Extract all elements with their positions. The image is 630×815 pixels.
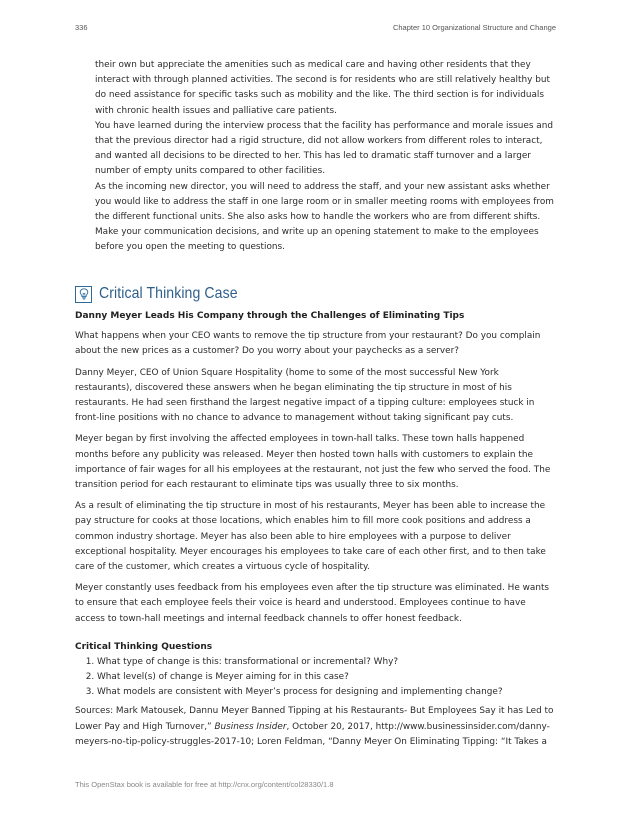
lightbulb-icon	[75, 286, 92, 303]
case-paragraph: Meyer constantly uses feedback from his employees even after the tip structure was eliminated. He wants to ensure that each employee feels their voice is heard and understood. Employees continue to have access to town-hall meetings and internal feedback channels to offer honest feedback.	[75, 583, 550, 624]
section-heading	[75, 285, 257, 303]
intro-paragraph: As the incoming new director, you will need to address the staff, and your new assistant asks whether you would like to address the staff in one large room or in smaller meeting rooms with employees from the different functional units. She also asks how to handle the workers who are from different shifts. Make your communication decisions, and write up an opening statement to make to the employees before you open the meeting to questions.	[95, 181, 554, 253]
intro-paragraph: You have learned during the interview process that the facility has performance and morale issues and that the previous director had a rigid structure, did not allow workers from different roles to interact, and wanted all decisions to be directed to her. This has led to dramatic staff turnover and a larger number of empty units compared to other facilities.	[95, 120, 553, 177]
case-title: Danny Meyer Leads His Company through the Challenges of Eliminating Tips	[75, 311, 465, 321]
case-paragraph: What happens when your CEO wants to remove the tip structure from your restaurant? Do you complain about the new prices as a customer? Do you worry about your paychecks as a server?	[75, 331, 541, 357]
question-item: 3. What models are consistent with Meyer’s process for designing and implementing change?	[97, 685, 557, 700]
case-paragraph: Meyer began by first involving the affected employees in town-hall talks. These town halls happened months before any publicity was released. Meyer then hosted town halls with customers to explain the importance of fair wages for all his employees at the restaurant, not just the few who served the food. The transition period for each restaurant to eliminate tips was usually three to six months.	[75, 434, 551, 491]
section-title: Critical Thinking Case	[99, 285, 238, 302]
page-number: 336	[75, 23, 88, 32]
question-item: 2. What level(s) of change is Meyer aiming for in this case?	[97, 670, 557, 685]
question-item: 1. What type of change is this: transformational or incremental? Why?	[97, 655, 557, 670]
sources-part-1: Sources: Mark Matousek, Dannu Meyer Banned Tipping at his Restaurants- But Employees Say it has Led to Lower Pay and High Turnover,”	[75, 706, 554, 732]
page-footer: This OpenStax book is available for free at http://cnx.org/content/col28330/1.8	[75, 780, 334, 789]
case-content	[75, 309, 557, 750]
intro-text	[95, 58, 560, 256]
intro-paragraph: their own but appreciate the amenities such as medical care and having other residents that they interact with through planned activities. The second is for residents who are still relatively healthy but do need assistance for specific tasks such as mobility and the like. The third section is for individuals with chronic health issues and palliative care patients.	[95, 60, 550, 116]
chapter-title: Chapter 10 Organizational Structure and Change	[392, 23, 556, 32]
case-paragraph: Danny Meyer, CEO of Union Square Hospitality (home to some of the most successful New York restaurants), discovered these answers when he began eliminating the tip structure in most of his restaurants. He had seen firsthand the largest negative impact of a tipping culture: employees stuck in front-line positions with no chance to advance to management without taking significant pay cuts.	[75, 367, 535, 424]
case-paragraph: As a result of eliminating the tip structure in most of his restaurants, Meyer has been able to increase the pay structure for cooks at those locations, which enables him to fill more cook positions and address a common industry shortage. Meyer has also been able to hire employees with a purpose to deliver exceptional hospitality. Meyer encourages his employees to take care of each other first, and to then take care of the customer, which creates a virtuous cycle of hospitality.	[75, 501, 546, 573]
sources-text	[75, 704, 557, 750]
sources-publication: Business Insider	[214, 721, 287, 732]
questions-heading: Critical Thinking Questions	[75, 641, 213, 652]
sources-part-2: , October 20, 2017, http://www.businessinsider.com/danny-meyers-no-tip-policy-struggles-2017-10; Loren Feldman, “Danny Meyer On Eliminating Tipping: “It Takes a	[75, 721, 550, 747]
questions-list	[75, 655, 557, 701]
